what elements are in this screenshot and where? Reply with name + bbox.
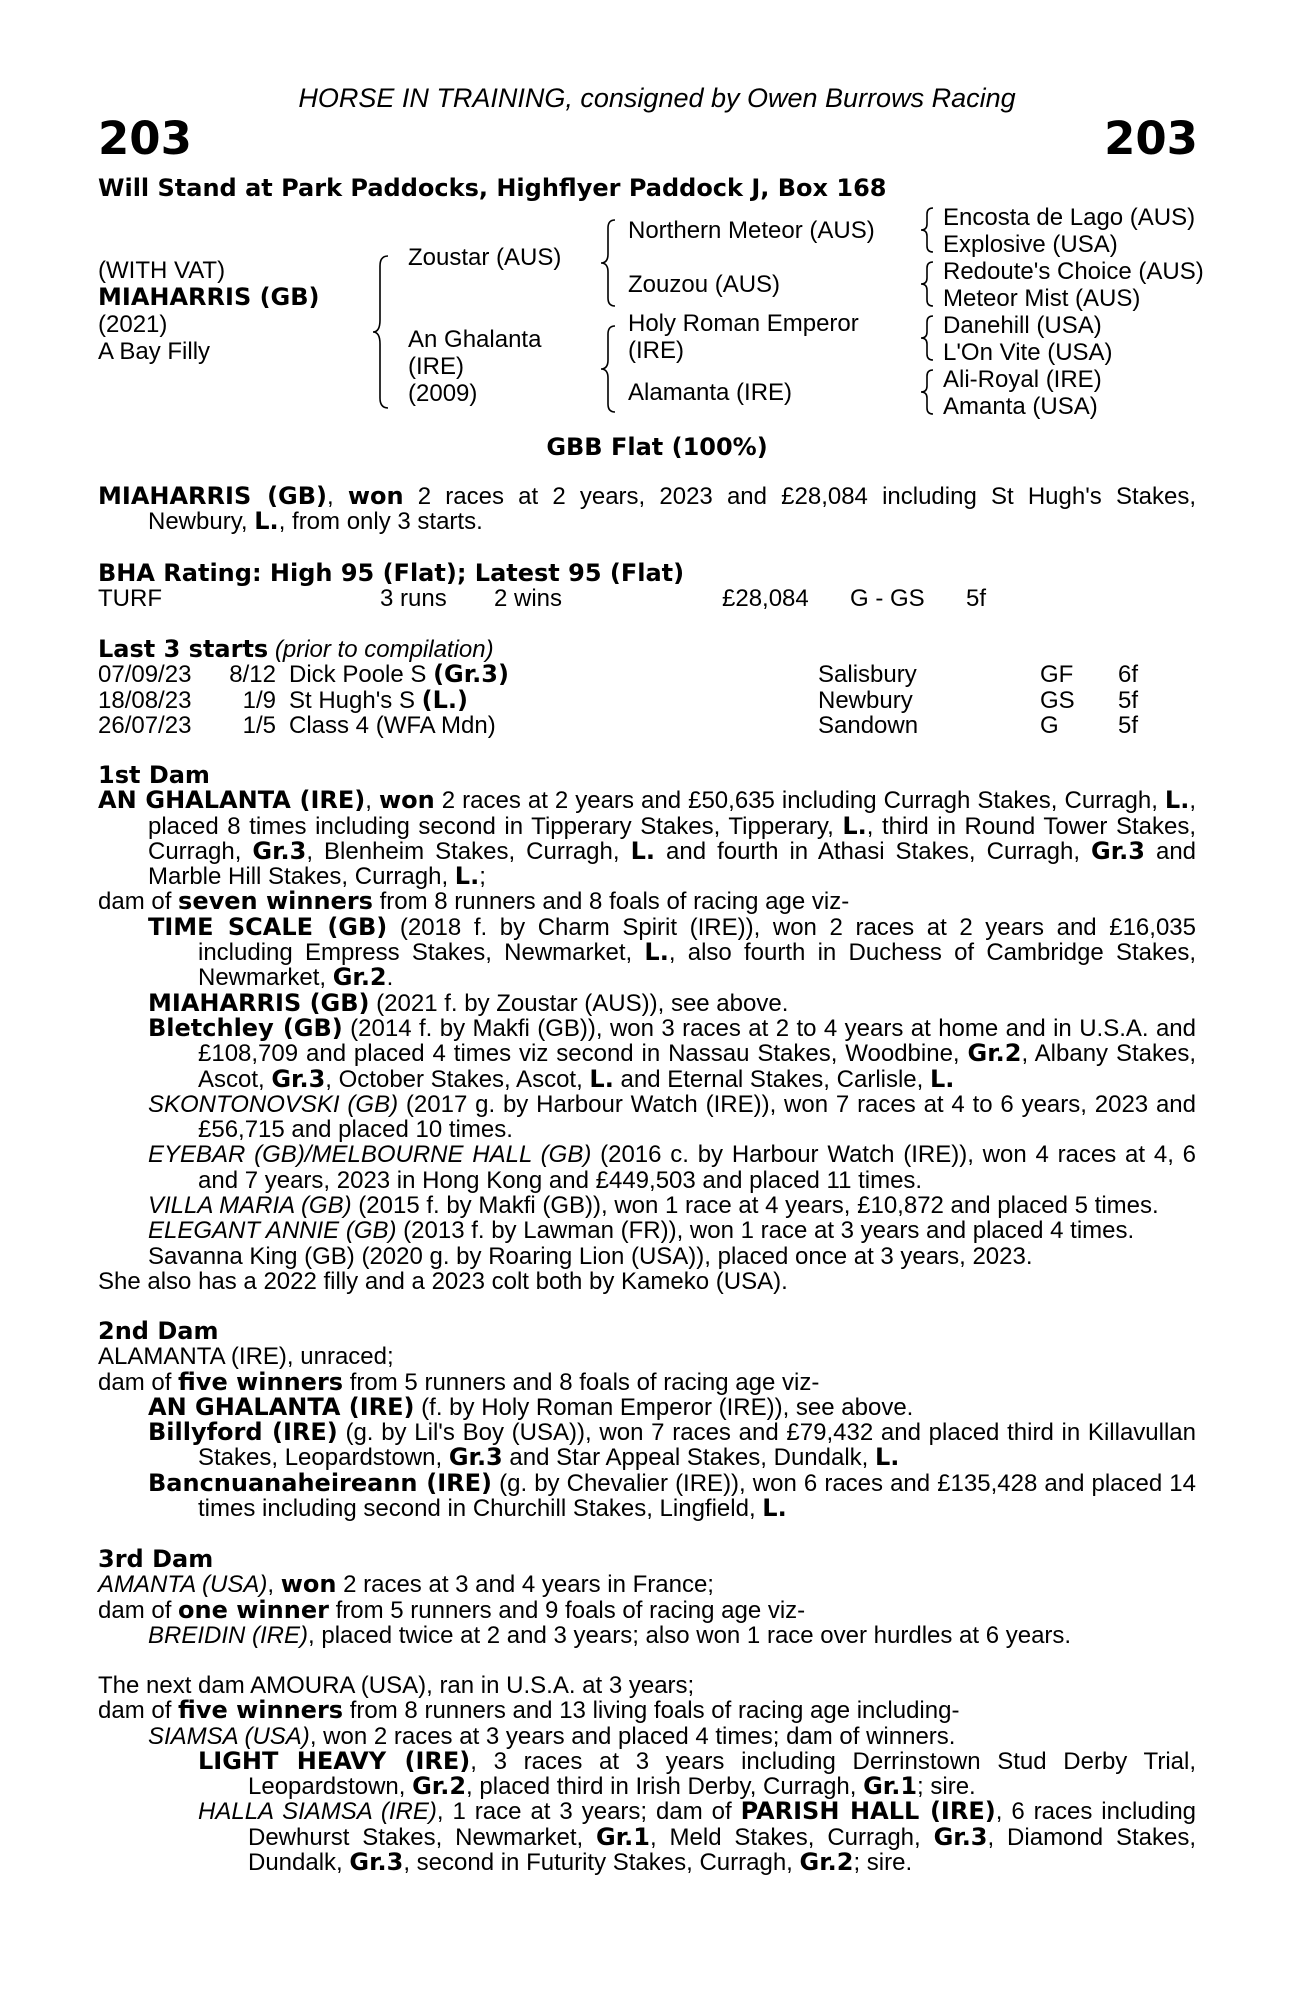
rating-heading: BHA Rating: High 95 (Flat); Latest 95 (Flat) bbox=[98, 559, 685, 587]
stand-location: Will Stand at Park Paddocks, Highflyer Paddock J, Box 168 bbox=[98, 174, 887, 202]
start-row bbox=[98, 713, 1196, 738]
ancestor-g7: Ali-Royal (IRE) bbox=[943, 366, 1102, 393]
third-dam-heading: 3rd Dam bbox=[98, 1545, 214, 1573]
dam-dam-name: Alamanta (IRE) bbox=[628, 379, 793, 406]
next-dam-section bbox=[98, 1673, 1196, 1875]
second-dam-heading: 2nd Dam bbox=[98, 1317, 219, 1345]
produce-entry: ELEGANT ANNIE (GB) (2013 f. by Lawman (FR)), won 1 race at 3 years and placed 4 times. bbox=[148, 1217, 1135, 1245]
dam-sire-name: Holy Roman Emperor bbox=[628, 310, 859, 337]
lot-number-left: 203 bbox=[98, 112, 192, 165]
start-row bbox=[98, 662, 1196, 687]
second-dam-produce-intro: dam of five winners from 5 runners and 8 foals of racing age viz- bbox=[98, 1367, 820, 1396]
dam-country: (IRE) bbox=[408, 353, 464, 380]
first-dam-record: AN GHALANTA (IRE), won 2 races at 2 years and £50,635 including Curragh Stakes, Curragh, L., placed 8 times including second in Tipperary Stakes, Tipperary, L., third in Round Tower Stakes, Curragh, Gr.3, Blenheim Stakes, Curragh, L. and fourth in Athasi Stakes, Curragh, Gr.3 and Marble Hill Stakes, Curragh, L.; bbox=[98, 786, 1197, 891]
pedigree-brace bbox=[600, 218, 622, 308]
rating-row bbox=[98, 586, 1196, 611]
first-dam-note: She also has a 2022 filly and a 2023 colt both by Kameko (USA). bbox=[98, 1267, 788, 1295]
produce-entry: HALLA SIAMSA (IRE), 1 race at 3 years; dam of PARISH HALL (IRE), 6 races including Dewhurst Stakes, Newmarket, Gr.1, Meld Stakes, Curragh, Gr.3, Diamond Stakes, Dundalk, Gr.3, second in Futurity Stakes, Curragh, Gr.2; sire. bbox=[198, 1797, 1197, 1877]
ancestor-g2: Explosive (USA) bbox=[943, 231, 1118, 258]
next-dam-record: The next dam AMOURA (USA), ran in U.S.A. at 3 years; bbox=[98, 1672, 695, 1699]
summary-section bbox=[98, 484, 1196, 535]
produce-entry: Bletchley (GB) (2014 f. by Makfi (GB)), won 3 races at 2 to 4 years at home and in U.S.A. and £108,709 and placed 4 times viz second in Nassau Stakes, Woodbine, Gr.2, Albany Stakes, Ascot, Gr.3, October Stakes, Ascot, L. and Eternal Stakes, Carlisle, L. bbox=[148, 1013, 1197, 1093]
dam-year: (2009) bbox=[408, 380, 478, 407]
sire-sire-name: Northern Meteor (AUS) bbox=[628, 217, 875, 244]
ancestor-g5: Danehill (USA) bbox=[943, 312, 1102, 339]
won-label: won bbox=[347, 482, 404, 510]
start-row bbox=[98, 685, 1196, 714]
ancestor-g3: Redoute's Choice (AUS) bbox=[943, 258, 1204, 285]
produce-entry: Savanna King (GB) (2020 g. by Roaring Lion (USA)), placed once at 3 years, 2023. bbox=[148, 1242, 1033, 1270]
produce-entry: EYEBAR (GB)/MELBOURNE HALL (GB) (2016 c. by Harbour Watch (IRE)), won 4 races at 4, 6 and 7 years, 2023 in Hong Kong and £449,503 and placed 11 times. bbox=[148, 1141, 1196, 1194]
produce-entry: LIGHT HEAVY (IRE), 3 races at 3 years including Derrinstown Stud Derby Trial, Leopardstown, Gr.2, placed third in Irish Derby, Curragh, Gr.1; sire. bbox=[198, 1746, 1196, 1801]
sire-dam-name: Zouzou (AUS) bbox=[628, 271, 781, 298]
pedigree-brace bbox=[372, 254, 396, 410]
ancestor-g6: L'On Vite (USA) bbox=[943, 339, 1113, 366]
start-dist: 6f bbox=[1118, 661, 1139, 689]
pedigree-brace bbox=[920, 206, 938, 254]
produce-entry: SKONTONOVSKI (GB) (2017 g. by Harbour Watch (IRE)), won 7 races at 4 to 6 years, 2023 and £56,715 and placed 10 times. bbox=[148, 1090, 1197, 1144]
horse-name: MIAHARRIS (GB) bbox=[98, 283, 320, 311]
rating-going: G - GS bbox=[850, 585, 925, 613]
rating-surface: TURF bbox=[98, 585, 162, 613]
next-dam-produce-intro: dam of five winners from 8 runners and 13 living foals of racing age including- bbox=[98, 1696, 960, 1725]
third-dam-record: AMANTA (USA), won 2 races at 3 and 4 years in France; bbox=[98, 1570, 714, 1599]
starts-table bbox=[98, 662, 1196, 738]
start-course: Newbury bbox=[818, 686, 913, 714]
produce-entry: Billyford (IRE) (g. by Lil's Boy (USA)), won 7 races and £79,432 and placed third in Killavullan Stakes, Leopardstown, Gr.3 and Star Appeal Stakes, Dundalk, L. bbox=[148, 1418, 1196, 1472]
start-going: GF bbox=[1040, 661, 1074, 689]
summary-paragraph: MIAHARRIS (GB), won 2 races at 2 years, 2023 and £28,084 including St Hugh's Stakes, Newbury, L., from only 3 starts. bbox=[98, 482, 1196, 536]
produce-entry: TIME SCALE (GB) (2018 f. by Charm Spirit (IRE)), won 2 races at 2 years and £16,035 including Empress Stakes, Newmarket, L., also fourth in Duchess of Cambridge Stakes, Newmarket, Gr.2. bbox=[148, 912, 1196, 992]
start-date: 18/08/23 bbox=[98, 686, 192, 714]
ancestor-g8: Amanta (USA) bbox=[943, 393, 1098, 420]
start-pos: 1/5 bbox=[242, 711, 276, 739]
pedigree-brace bbox=[600, 324, 622, 414]
start-course: Sandown bbox=[818, 711, 919, 739]
produce-entry: MIAHARRIS (GB) (2021 f. by Zoustar (AUS)), see above. bbox=[148, 988, 789, 1017]
produce-entry: AN GHALANTA (IRE) (f. by Holy Roman Emperor (IRE)), see above. bbox=[148, 1392, 914, 1421]
first-dam-heading: 1st Dam bbox=[98, 761, 210, 789]
dam-sire-country: (IRE) bbox=[628, 337, 684, 364]
rating-section bbox=[98, 561, 1196, 612]
start-dist: 5f bbox=[1118, 686, 1139, 714]
start-pos: 8/12 bbox=[229, 661, 276, 689]
ancestor-g4: Meteor Mist (AUS) bbox=[943, 285, 1141, 312]
rating-wins: 2 wins bbox=[494, 585, 563, 613]
pedigree-brace bbox=[920, 260, 938, 308]
start-going: GS bbox=[1040, 686, 1075, 714]
dam-name: An Ghalanta bbox=[408, 326, 542, 353]
starts-heading: Last 3 starts bbox=[98, 635, 269, 663]
produce-entry: SIAMSA (USA), won 2 races at 3 years and placed 4 times; dam of winners. bbox=[148, 1722, 956, 1750]
third-dam-section bbox=[98, 1547, 1196, 1648]
vat-note: (WITH VAT) bbox=[98, 257, 226, 284]
horse-description: A Bay Filly bbox=[98, 338, 211, 365]
produce-entry: BREIDIN (IRE), placed twice at 2 and 3 years; also won 1 race over hurdles at 6 years. bbox=[148, 1621, 1072, 1649]
first-dam-produce-intro: dam of seven winners from 8 runners and 8 foals of racing age viz- bbox=[98, 887, 850, 916]
rating-runs: 3 runs bbox=[380, 585, 447, 613]
gbb-bonus: GBB Flat (100%) bbox=[546, 433, 768, 461]
summary-horse-name: MIAHARRIS (GB) bbox=[98, 482, 328, 510]
consignor-line: HORSE IN TRAINING, consigned by Owen Burrows Racing bbox=[298, 83, 1016, 113]
rating-earnings: £28,084 bbox=[722, 585, 809, 613]
second-dam-record: ALAMANTA (IRE), unraced; bbox=[98, 1343, 394, 1371]
produce-entry: VILLA MARIA (GB) (2015 f. by Makfi (GB)), won 1 race at 4 years, £10,872 and placed 5 times. bbox=[148, 1192, 1159, 1220]
start-race: Class 4 (WFA Mdn) bbox=[289, 711, 496, 739]
start-race: Dick Poole S (Gr.3) bbox=[289, 660, 509, 689]
start-race: St Hugh's S (L.) bbox=[289, 685, 469, 714]
start-course: Salisbury bbox=[818, 661, 917, 689]
start-going: G bbox=[1040, 711, 1059, 739]
start-pos: 1/9 bbox=[242, 686, 276, 714]
second-dam-section bbox=[98, 1319, 1196, 1521]
rating-distance: 5f bbox=[966, 585, 987, 613]
sire-name: Zoustar (AUS) bbox=[408, 244, 562, 271]
start-date: 07/09/23 bbox=[98, 661, 192, 689]
first-dam-section bbox=[98, 763, 1196, 1294]
ancestor-g1: Encosta de Lago (AUS) bbox=[943, 204, 1196, 231]
produce-entry: Bancnuanaheireann (IRE) (g. by Chevalier (IRE)), won 6 races and £135,428 and placed 14 times including second in Churchill Stakes, Lingfield, L. bbox=[148, 1468, 1196, 1523]
pedigree-brace bbox=[920, 368, 938, 416]
last-starts-section bbox=[98, 637, 1196, 738]
horse-year: (2021) bbox=[98, 311, 168, 338]
starts-note: (prior to compilation) bbox=[274, 636, 494, 663]
third-dam-produce-intro: dam of one winner from 5 runners and 9 foals of racing age viz- bbox=[98, 1595, 806, 1624]
lot-number-right: 203 bbox=[1104, 112, 1198, 165]
pedigree-brace bbox=[920, 314, 938, 362]
start-dist: 5f bbox=[1118, 711, 1139, 739]
start-date: 26/07/23 bbox=[98, 711, 192, 739]
